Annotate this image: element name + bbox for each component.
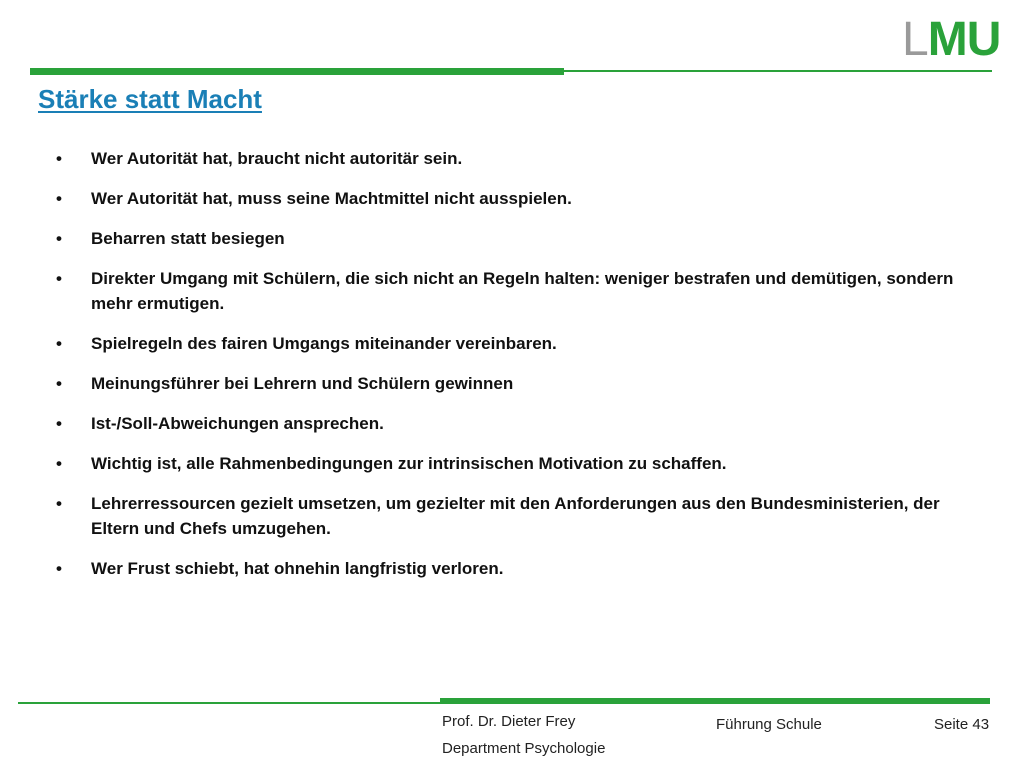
bullet-text: Wer Autorität hat, braucht nicht autoritär sein.: [91, 149, 463, 168]
bullet-item: [56, 371, 956, 396]
bullet-text: Spielregeln des fairen Umgangs miteinander vereinbaren.: [91, 334, 557, 353]
bullet-text: Wer Autorität hat, muss seine Machtmittel nicht ausspielen.: [91, 189, 572, 208]
bullet-text: Beharren statt besiegen: [91, 229, 285, 248]
bullet-dot: •: [56, 454, 62, 473]
footer-page-number: Seite 43: [934, 716, 990, 733]
bullet-dot: •: [56, 374, 62, 393]
bullet-dot: •: [56, 189, 62, 208]
bullet-dot: •: [56, 494, 62, 513]
footer-author: Prof. Dr. Dieter Frey: [442, 713, 576, 730]
logo-letter-l: L: [902, 13, 928, 66]
bullet-item: [56, 146, 956, 171]
bullet-dot: •: [56, 229, 62, 248]
bullet-text: Wer Frust schiebt, hat ohnehin langfristig verloren.: [91, 559, 504, 578]
bullet-item: [56, 451, 956, 476]
bullet-text: Ist-/Soll-Abweichungen ansprechen.: [91, 414, 384, 433]
bullet-item: [56, 266, 956, 316]
header-accent-bar: [30, 68, 564, 75]
lmu-logo: [902, 13, 1001, 66]
bullet-dot: •: [56, 334, 62, 353]
bullet-dot: •: [56, 149, 62, 168]
bullet-item: [56, 186, 956, 211]
slide-title: Stärke statt Macht: [38, 84, 262, 114]
bullet-item: [56, 331, 956, 356]
bullet-text: Meinungsführer bei Lehrern und Schülern gewinnen: [91, 374, 514, 393]
bullet-item: [56, 411, 956, 436]
footer-accent-bar: [440, 698, 990, 704]
bullet-dot: •: [56, 269, 62, 288]
footer-course: Führung Schule: [716, 716, 822, 733]
bullet-dot: •: [56, 414, 62, 433]
bullet-dot: •: [56, 559, 62, 578]
footer-department: Department Psychologie: [442, 740, 606, 757]
bullet-item: [56, 491, 956, 541]
bullet-text: Wichtig ist, alle Rahmenbedingungen zur intrinsischen Motivation zu schaffen.: [91, 454, 727, 473]
bullet-item: [56, 226, 956, 251]
bullet-text: Direkter Umgang mit Schülern, die sich nicht an Regeln halten: weniger bestrafen und demütigen, sondern mehr ermutigen.: [91, 269, 954, 313]
bullet-item: [56, 556, 956, 581]
bullet-text: Lehrerressourcen gezielt umsetzen, um gezielter mit den Anforderungen aus den Bundesministerien, der Eltern und Chefs umzugehen.: [91, 494, 940, 538]
logo-letters-mu: MU: [927, 13, 1001, 66]
bullet-list: [56, 146, 956, 596]
